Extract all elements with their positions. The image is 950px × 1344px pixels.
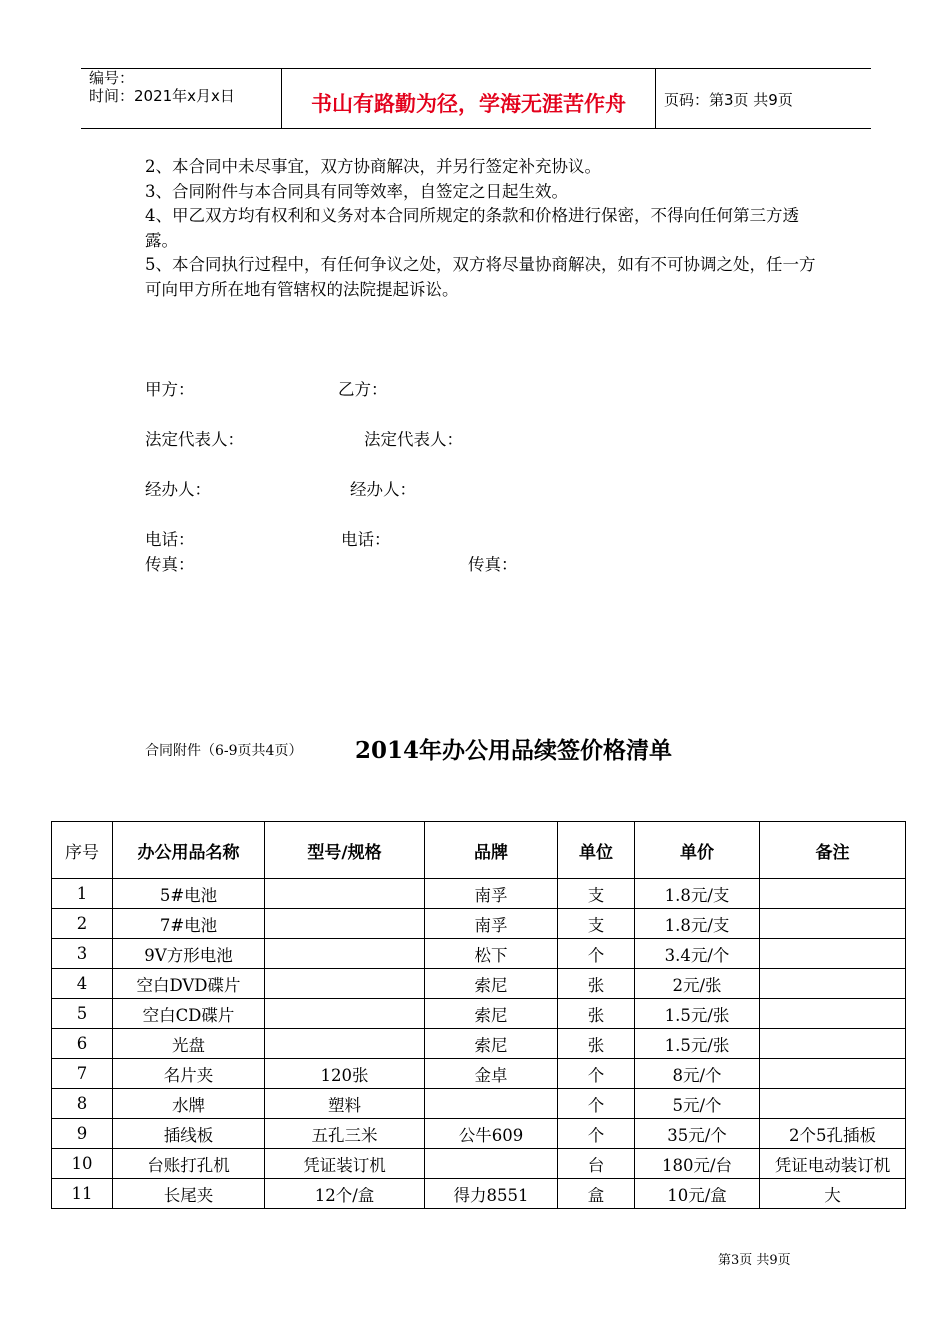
cell-item-name: 7#电池 (113, 909, 265, 939)
cell-unit: 台 (558, 1149, 635, 1179)
cell-index: 5 (52, 999, 113, 1029)
cell-spec (265, 969, 425, 999)
cell-spec (265, 999, 425, 1029)
cell-item-name: 空白CD碟片 (113, 999, 265, 1029)
table-row (52, 1059, 906, 1089)
cell-remark (760, 939, 906, 969)
cell-remark (760, 1059, 906, 1089)
column-header: 办公用品名称 (113, 822, 265, 879)
cell-brand: 金卓 (425, 1059, 558, 1089)
cell-item-name: 9V方形电池 (113, 939, 265, 969)
cell-item-name: 空白DVD碟片 (113, 969, 265, 999)
legal-rep-a-label: 法定代表人： (145, 430, 244, 449)
cell-price: 35元/个 (635, 1119, 760, 1149)
cell-remark (760, 969, 906, 999)
cell-index: 7 (52, 1059, 113, 1089)
table-row (52, 1149, 906, 1179)
cell-index: 11 (52, 1179, 113, 1209)
cell-price: 1.5元/张 (635, 1029, 760, 1059)
cell-item-name: 水牌 (113, 1089, 265, 1119)
cell-index: 3 (52, 939, 113, 969)
cell-spec: 五孔三米 (265, 1119, 425, 1149)
table-row (52, 939, 906, 969)
header-bottom-rule (81, 128, 871, 129)
cell-spec: 120张 (265, 1059, 425, 1089)
phone-b-label: 电话： (341, 530, 391, 549)
cell-index: 10 (52, 1149, 113, 1179)
cell-brand: 得力8551 (425, 1179, 558, 1209)
cell-spec (265, 909, 425, 939)
cell-brand: 索尼 (425, 969, 558, 999)
cell-remark (760, 909, 906, 939)
party-a-label: 甲方： (145, 380, 195, 399)
cell-unit: 个 (558, 939, 635, 969)
attachment-title: 2014年办公用品续签价格清单 (355, 737, 673, 764)
legal-rep-b-label: 法定代表人： (364, 430, 463, 449)
cell-item-name: 5#电池 (113, 879, 265, 909)
table-row (52, 1029, 906, 1059)
cell-brand: 索尼 (425, 999, 558, 1029)
cell-brand: 公牛609 (425, 1119, 558, 1149)
cell-brand: 南孚 (425, 879, 558, 909)
attachment-note: 合同附件（6-9页共4页） (145, 743, 303, 759)
column-header: 型号/规格 (265, 822, 425, 879)
party-b-label: 乙方： (338, 380, 388, 399)
cell-spec: 凭证装订机 (265, 1149, 425, 1179)
cell-brand: 索尼 (425, 1029, 558, 1059)
handler-a-label: 经办人： (145, 480, 211, 499)
cell-unit: 张 (558, 969, 635, 999)
cell-price: 10元/盒 (635, 1179, 760, 1209)
cell-price: 3.4元/个 (635, 939, 760, 969)
table-row (52, 1089, 906, 1119)
cell-item-name: 长尾夹 (113, 1179, 265, 1209)
cell-brand: 南孚 (425, 909, 558, 939)
cell-index: 6 (52, 1029, 113, 1059)
cell-brand (425, 1149, 558, 1179)
table-row (52, 879, 906, 909)
cell-unit: 个 (558, 1059, 635, 1089)
clause: 4、甲乙双方均有权利和义务对本合同所规定的条款和价格进行保密，不得向任何第三方透露。 (145, 206, 799, 250)
cell-price: 180元/台 (635, 1149, 760, 1179)
cell-remark: 大 (760, 1179, 906, 1209)
cell-price: 2元/张 (635, 969, 760, 999)
column-header: 单位 (558, 822, 635, 879)
footer-page-number: 第3页 共9页 (718, 1253, 791, 1268)
cell-remark (760, 1029, 906, 1059)
contract-clauses (145, 155, 825, 302)
cell-spec: 12个/盒 (265, 1179, 425, 1209)
cell-price: 5元/个 (635, 1089, 760, 1119)
cell-index: 4 (52, 969, 113, 999)
cell-unit: 张 (558, 1029, 635, 1059)
cell-item-name: 名片夹 (113, 1059, 265, 1089)
table-row (52, 1119, 906, 1149)
clause: 2、本合同中未尽事宜，双方协商解决，并另行签定补充协议。 (145, 157, 601, 176)
header-meta (89, 69, 235, 105)
serial-label: 编号： (89, 69, 135, 87)
cell-price: 1.5元/张 (635, 999, 760, 1029)
cell-unit: 支 (558, 909, 635, 939)
cell-index: 2 (52, 909, 113, 939)
clause: 3、合同附件与本合同具有同等效率，自签定之日起生效。 (145, 181, 568, 201)
column-header: 品牌 (425, 822, 558, 879)
table-body (52, 879, 906, 1209)
table-row (52, 999, 906, 1029)
cell-price: 1.8元/支 (635, 879, 760, 909)
column-header: 备注 (760, 822, 906, 879)
cell-remark (760, 879, 906, 909)
table-row (52, 1179, 906, 1209)
cell-index: 9 (52, 1119, 113, 1149)
handler-b-label: 经办人： (350, 480, 416, 499)
cell-remark (760, 999, 906, 1029)
header-divider (655, 68, 656, 129)
cell-remark: 凭证电动装订机 (760, 1149, 906, 1179)
fax-a-label: 传真： (145, 555, 195, 574)
cell-index: 8 (52, 1089, 113, 1119)
cell-spec (265, 879, 425, 909)
cell-brand (425, 1089, 558, 1119)
header-motto: 书山有路勤为径，学海无涯苦作舟 (311, 92, 626, 116)
time-label: 时间：2021年x月x日 (89, 87, 235, 105)
cell-unit: 张 (558, 999, 635, 1029)
cell-remark (760, 1089, 906, 1119)
cell-unit: 个 (558, 1119, 635, 1149)
phone-a-label: 电话： (145, 530, 195, 549)
fax-b-label: 传真： (468, 555, 518, 574)
cell-index: 1 (52, 879, 113, 909)
cell-price: 1.8元/支 (635, 909, 760, 939)
cell-unit: 个 (558, 1089, 635, 1119)
header-page-number: 页码：第3页 共9页 (664, 91, 793, 109)
cell-spec: 塑料 (265, 1089, 425, 1119)
table-row (52, 909, 906, 939)
price-table (51, 821, 906, 1209)
cell-spec (265, 1029, 425, 1059)
cell-item-name: 插线板 (113, 1119, 265, 1149)
cell-item-name: 光盘 (113, 1029, 265, 1059)
column-header: 序号 (52, 822, 113, 879)
cell-unit: 盒 (558, 1179, 635, 1209)
table-row (52, 969, 906, 999)
cell-remark: 2个5孔插板 (760, 1119, 906, 1149)
cell-spec (265, 939, 425, 969)
cell-price: 8元/个 (635, 1059, 760, 1089)
column-header: 单价 (635, 822, 760, 879)
cell-item-name: 台账打孔机 (113, 1149, 265, 1179)
table-header-row (52, 822, 906, 879)
clause: 5、本合同执行过程中，有任何争议之处，双方将尽量协商解决，如有不可协调之处，任一方可向甲方所在地有管辖权的法院提起诉讼。 (145, 255, 816, 299)
cell-brand: 松下 (425, 939, 558, 969)
cell-unit: 支 (558, 879, 635, 909)
